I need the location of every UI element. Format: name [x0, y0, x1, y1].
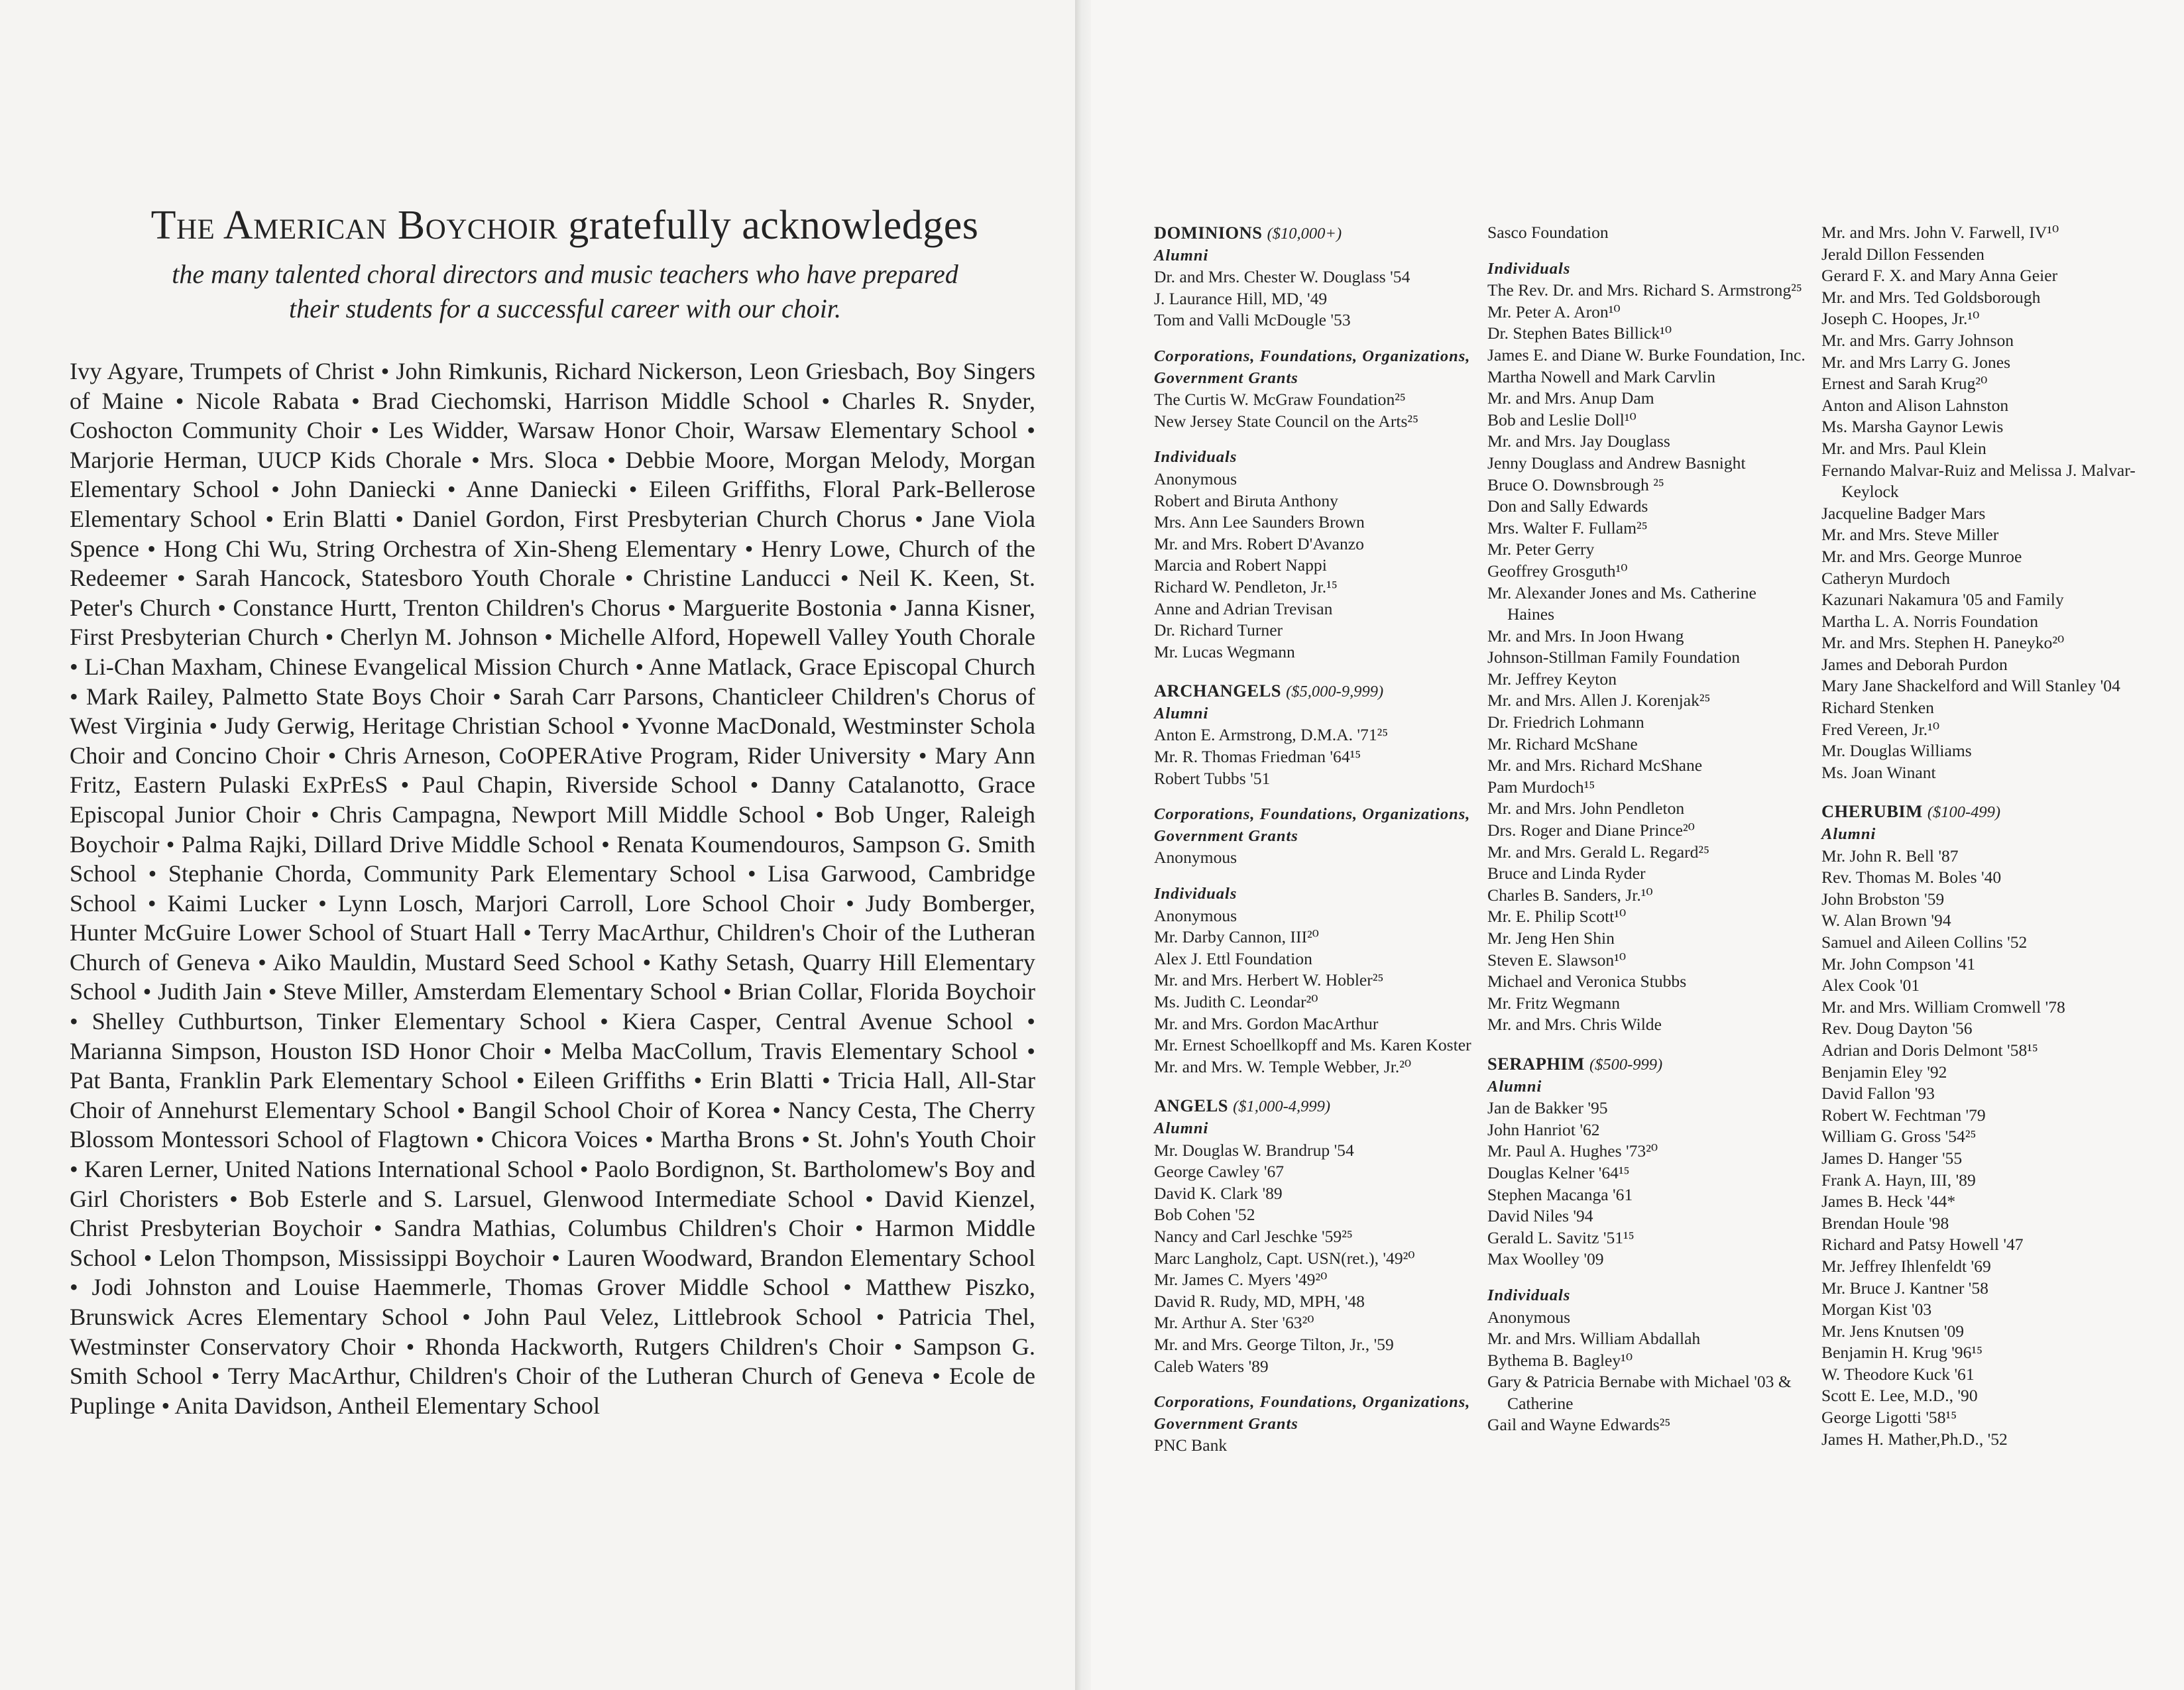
donor-entry: James H. Mather,Ph.D., '52	[1821, 1429, 2008, 1449]
donor-entry: Mr. Alexander Jones and Ms. Catherine Haines	[1487, 583, 1756, 624]
donor-entry: Mr. Douglas W. Brandrup '54	[1154, 1140, 1354, 1160]
donor-entry: Robert and Biruta Anthony	[1154, 490, 1338, 510]
donor-entry: Mr. and Mrs. William Abdallah	[1487, 1329, 1701, 1349]
donor-list	[1821, 846, 2153, 1451]
donor-entry: Catheryn Murdoch	[1821, 568, 1951, 588]
donor-entry: James E. and Diane W. Burke Foundation, Inc.	[1487, 345, 1806, 365]
donor-entry: David Fallon '93	[1821, 1084, 1935, 1103]
donor-entry: Mr. and Mrs. Garry Johnson	[1821, 330, 2014, 350]
donor-entry: Mr. and Mrs. Chris Wilde	[1487, 1015, 1662, 1035]
donor-entry: Mr. and Mrs. Stephen H. Paneyko²⁰	[1821, 633, 2065, 653]
donor-entry: Alex Cook '01	[1821, 976, 1920, 995]
donor-entry: Bruce and Linda Ryder	[1487, 864, 1646, 883]
donor-entry: Mr. Lucas Wegmann	[1154, 642, 1295, 661]
donor-entry: Anonymous	[1487, 1307, 1571, 1327]
donor-entry: James D. Hanger '55	[1821, 1148, 1963, 1168]
donor-entry: Bythema B. Bagley¹⁰	[1487, 1350, 1633, 1370]
donor-entry: Mr. Arthur A. Ster '63²⁰	[1154, 1313, 1314, 1333]
donor-entry: Rev. Doug Dayton '56	[1821, 1019, 1973, 1039]
donor-entry: Dr. Richard Turner	[1154, 620, 1283, 640]
donor-entry: Jerald Dillon Fessenden	[1821, 244, 1984, 264]
donor-entry: Richard W. Pendleton, Jr.¹⁵	[1154, 577, 1338, 596]
section-title-dominions: DOMINIONS ($10,000+)	[1154, 223, 1342, 243]
donor-entry: Mr. and Mrs. Richard McShane	[1487, 756, 1703, 775]
donor-entry: Mr. and Mrs. Allen J. Korenjak²⁵	[1487, 691, 1711, 710]
book-gutter	[1075, 0, 1091, 1690]
donor-list	[1154, 266, 1472, 331]
group-label: Corporations, Foundations, Organizations, Government Grants	[1154, 805, 1471, 845]
donor-entry: Johnson-Stillman Family Foundation	[1487, 648, 1741, 667]
donor-entry: David Niles '94	[1487, 1206, 1593, 1226]
donor-entry: Anne and Adrian Trevisan	[1154, 598, 1333, 618]
donor-list	[1487, 1098, 1806, 1270]
group-label: Alumni	[1154, 704, 1209, 722]
donor-entry: Martha L. A. Norris Foundation	[1821, 611, 2038, 631]
page-title	[94, 202, 1035, 249]
donor-entry: Mrs. Walter F. Fullam²⁵	[1487, 518, 1648, 537]
donor-entry: Mr. Peter A. Aron¹⁰	[1487, 302, 1621, 321]
donor-column-1	[1154, 222, 1472, 1457]
donor-entry: Mr. and Mrs. Ted Goldsborough	[1821, 287, 2041, 307]
donor-list	[1487, 1307, 1806, 1437]
donor-entry: Mr. Jeffrey Keyton	[1487, 669, 1617, 689]
donor-entry: Anton E. Armstrong, D.M.A. '71²⁵	[1154, 725, 1389, 745]
donor-entry: Dr. and Mrs. Chester W. Douglass '54	[1154, 267, 1410, 287]
group-label: Alumni	[1821, 825, 1876, 844]
donor-entry: Stephen Macanga '61	[1487, 1184, 1633, 1204]
donor-entry: Kazunari Nakamura '05 and Family	[1821, 590, 2064, 610]
donor-entry: W. Theodore Kuck '61	[1821, 1364, 1975, 1384]
donor-entry: Mr. and Mrs Larry G. Jones	[1821, 352, 2011, 372]
group-label: Alumni	[1154, 1119, 1209, 1137]
donor-entry: Mr. and Mrs. William Cromwell '78	[1821, 997, 2065, 1017]
donor-entry: Ms. Judith C. Leondar²⁰	[1154, 992, 1318, 1011]
page-subtitle: the many talented choral directors and music teachers who have prepared their students for a successful career with our choir.	[172, 259, 958, 323]
donor-entry: Anonymous	[1154, 848, 1237, 868]
donor-entry: PNC Bank	[1154, 1436, 1228, 1455]
group-label: Corporations, Foundations, Organizations, Government Grants	[1154, 1393, 1471, 1433]
donor-entry: Mr. Fritz Wegmann	[1487, 993, 1621, 1013]
donor-list	[1821, 222, 2153, 783]
donor-entry: Martha Nowell and Mark Carvlin	[1487, 366, 1716, 386]
donor-entry: Tom and Valli McDougle '53	[1154, 310, 1351, 330]
donor-entry: Gary & Patricia Bernabe with Michael '03 & Catherine	[1487, 1372, 1792, 1413]
donor-entry: Mr. and Mrs. George Munroe	[1821, 546, 2022, 566]
donor-entry: Ms. Joan Winant	[1821, 762, 1936, 782]
donor-entry: Dr. Friedrich Lohmann	[1487, 712, 1644, 732]
donor-entry: Ernest and Sarah Krug²⁰	[1821, 374, 1988, 394]
donor-entry: Michael and Veronica Stubbs	[1487, 972, 1687, 991]
donor-entry: Frank A. Hayn, III, '89	[1821, 1170, 1976, 1190]
donor-entry: Marc Langholz, Capt. USN(ret.), '49²⁰	[1154, 1248, 1415, 1268]
donor-entry: Mr. Paul A. Hughes '73²⁰	[1487, 1141, 1658, 1161]
donor-entry: Adrian and Doris Delmont '58¹⁵	[1821, 1040, 2038, 1060]
donor-entry: David R. Rudy, MD, MPH, '48	[1154, 1291, 1365, 1311]
donor-entry: Mrs. Ann Lee Saunders Brown	[1154, 512, 1365, 532]
donor-entry: J. Laurance Hill, MD, '49	[1154, 288, 1328, 308]
donor-entry: The Curtis W. McGraw Foundation²⁵	[1154, 390, 1406, 410]
donor-entry: Mr. Douglas Williams	[1821, 741, 1972, 761]
title-smallcaps: The American Boychoir	[150, 203, 558, 248]
donor-entry: W. Alan Brown '94	[1821, 911, 1951, 930]
donor-list	[1154, 469, 1472, 663]
donor-entry: Steven E. Slawson¹⁰	[1487, 950, 1627, 970]
donor-entry: Caleb Waters '89	[1154, 1356, 1269, 1376]
donor-entry: Mr. and Mrs. Anup Dam	[1487, 388, 1654, 408]
donor-entry: Mr. John R. Bell '87	[1821, 846, 1959, 866]
donor-list	[1154, 724, 1472, 789]
donor-entry: Ms. Marsha Gaynor Lewis	[1821, 417, 2004, 437]
donor-entry: Gerald L. Savitz '51¹⁵	[1487, 1227, 1635, 1247]
group-label: Corporations, Foundations, Organizations, Government Grants	[1154, 347, 1471, 387]
donor-entry: Samuel and Aileen Collins '52	[1821, 932, 2028, 952]
donor-entry: Geoffrey Grosguth¹⁰	[1487, 561, 1628, 581]
donor-entry: Brendan Houle '98	[1821, 1213, 1949, 1233]
group-label: Individuals	[1154, 448, 1237, 467]
donor-list	[1487, 222, 1806, 244]
donor-list	[1154, 905, 1472, 1078]
donor-entry: Mr. and Mrs. Steve Miller	[1821, 525, 1999, 545]
title-rest: gratefully acknowledges	[568, 203, 979, 248]
donor-entry: John Hanriot '62	[1487, 1119, 1600, 1139]
donor-entry: William G. Gross '54²⁵	[1821, 1127, 1977, 1147]
donor-entry: Gail and Wayne Edwards²⁵	[1487, 1415, 1671, 1435]
group-label: Alumni	[1154, 246, 1209, 264]
donor-entry: Mr. John Compson '41	[1821, 954, 1976, 974]
group-label: Individuals	[1154, 885, 1237, 903]
donor-entry: Mr. R. Thomas Friedman '64¹⁵	[1154, 747, 1361, 767]
donor-entry: Jan de Bakker '95	[1487, 1098, 1608, 1118]
donor-entry: Jacqueline Badger Mars	[1821, 503, 1986, 523]
donor-entry: The Rev. Dr. and Mrs. Richard S. Armstrong²⁵	[1487, 280, 1802, 300]
section-title-angels: ANGELS ($1,000-4,999)	[1154, 1096, 1331, 1116]
donor-entry: Alex J. Ettl Foundation	[1154, 948, 1312, 968]
donor-list	[1154, 1435, 1472, 1457]
donor-entry: Dr. Stephen Bates Billick¹⁰	[1487, 323, 1672, 343]
donor-entry: Mr. and Mrs. In Joon Hwang	[1487, 626, 1684, 646]
donor-entry: Mary Jane Shackelford and Will Stanley '04	[1821, 676, 2120, 696]
donor-list	[1154, 1140, 1472, 1378]
donor-entry: Mr. and Mrs. W. Temple Webber, Jr.²⁰	[1154, 1056, 1412, 1076]
donor-entry: New Jersey State Council on the Arts²⁵	[1154, 411, 1419, 431]
donor-entry: Mr. Jens Knutsen '09	[1821, 1321, 1965, 1341]
acknowledgments-text: Ivy Agyare, Trumpets of Christ • John Rimkunis, Richard Nickerson, Leon Griesbach, Boy Singers of Maine • Nicole Rabata • Brad Ciechomski, Harrison Middle School • Charles R. Snyder, Coshocton Community Choir • Les Widder, Warsaw Honor Choir, Warsaw Elementary School • Marjorie Herman, UUCP Kids Chorale • Mrs. Sloca • Debbie Moore, Morgan Melody, Morgan Elementary School • John Daniecki • Anne Daniecki • Eileen Griffiths, Floral Park-Bellerose Elementary School • Erin Blatti • Daniel Gordon, First Presbyterian Church Chorus • Jane Viola Spence • Hong Chi Wu, String Orchestra of Xin-Sheng Elementary • Henry Lowe, Church of the Redeemer • Sarah Hancock, Statesboro Youth Chorale • Christine Landucci • Neil K. Keen, St. Peter's Church • Constance Hurtt, Trenton Children's Chorus • Marguerite Bostonia • Janna Kisner, First Presbyterian Church • Cherlyn M. Johnson • Michelle Alford, Hopewell Valley Youth Chorale • Li-Chan Maxham, Chinese Evangelical Mission Church • Anne Matlack, Grace Episcopal Church • Mark Railey, Palmetto State Boys Choir • Sarah Carr Parsons, Chanticleer Children's Chorus of West Virginia • Judy Gerwig, Heritage Christian School • Yvonne MacDonald, Westminster Schola Choir and Concino Choir • Chris Arneson, CoOPERAtive Program, Rider University • Mary Ann Fritz, Eastern Pulaski ExPrEsS • Paul Chapin, Riverside School • Danny Catalanotto, Grace Episcopal Junior Choir • Chris Campagna, Newport Mill Middle School • Bob Unger, Raleigh Boychoir • Palma Rajki, Dillard Drive Middle School • Renata Koumendouros, Sampson G. Smith School • Stephanie Chorda, Community Park Elementary School • Lisa Garwood, Cambridge School • Kaimi Lucker • Lynn Losch, Marjori Carroll, Lore School Choir • Judy Bomberger, Hunter McGuire Lower School of Stuart Hall • Terry MacArthur, Children's Choir of the Lutheran Church of Geneva • Aiko Mauldin, Mustard Seed School • Kathy Setash, Quarry Hill Elementary School • Judith Jain • Steve Miller, Amsterdam Elementary School • Brian Collar, Florida Boychoir • Shelley Cuthburtson, Tinker Elementary School • Kiera Casper, Central Avenue School • Marianna Simpson, Houston ISD Honor Choir • Melba MacCollum, Travis Elementary School • Pat Banta, Franklin Park Elementary School • Eileen Griffiths • Erin Blatti • Tricia Hall, All-Star Choir of Annehurst Elementary School • Bangil School Choir of Korea • Nancy Cesta, The Cherry Blossom Montessori School of Flagtown • Chicora Voices • Martha Brons • St. John's Youth Choir • Karen Lerner, United Nations International School • Paolo Bordignon, St. Bartholomew's Boy and Girl Choristers • Bob Esterle and S. Larsuel, Glenwood Intermediate School • David Kienzel, Christ Presbyterian Boychoir • Sandra Mathias, Columbus Children's Choir • Harmon Middle School • Lelon Thompson, Mississippi Boychoir • Lauren Woodward, Brandon Elementary School • Jodi Johnston and Louise Haemmerle, Thomas Grover Middle School • Matthew Piszko, Brunswick Acres Elementary School • John Paul Velez, Littlebrook School • Patricia Thel, Westminster Conservatory Choir • Rhonda Hackworth, Rutgers Children's Choir • Sampson G. Smith School • Terry MacArthur, Children's Choir of the Lutheran Church of Geneva • Ecole de Puplinge • Anita Davidson, Antheil Elementary School	[70, 358, 1035, 1419]
donor-entry: Mr. Peter Gerry	[1487, 539, 1595, 559]
donor-entry: Jenny Douglass and Andrew Basnight	[1487, 453, 1746, 473]
donor-entry: Mr. Ernest Schoellkopff and Ms. Karen Koster	[1154, 1035, 1471, 1055]
donor-entry: Mr. James C. Myers '49²⁰	[1154, 1270, 1328, 1290]
donor-entry: Richard Stenken	[1821, 698, 1934, 718]
donor-entry: Max Woolley '09	[1487, 1249, 1604, 1269]
donor-entry: Mr. E. Philip Scott¹⁰	[1487, 907, 1627, 927]
donor-entry: Scott E. Lee, M.D., '90	[1821, 1386, 1978, 1406]
donor-entry: Mr. and Mrs. Jay Douglass	[1487, 431, 1670, 451]
donor-entry: Bob and Leslie Doll¹⁰	[1487, 410, 1637, 429]
donor-entry: Mr. Jeffrey Ihlenfeldt '69	[1821, 1256, 1991, 1276]
group-label: Individuals	[1487, 1286, 1571, 1304]
donor-entry: James and Deborah Purdon	[1821, 654, 2008, 674]
donor-entry: Mr. and Mrs. John V. Farwell, IV¹⁰	[1821, 223, 2059, 242]
donor-entry: Mr. and Mrs. Gordon MacArthur	[1154, 1013, 1379, 1033]
donor-entry: Charles B. Sanders, Jr.¹⁰	[1487, 885, 1653, 905]
donor-entry: Fred Vereen, Jr.¹⁰	[1821, 719, 1940, 739]
donor-entry: Robert W. Fechtman '79	[1821, 1105, 1986, 1125]
donor-entry: Fernando Malvar-Ruiz and Melissa J. Malvar-Keylock	[1821, 460, 2136, 502]
section-title-seraphim: SERAPHIM ($500-999)	[1487, 1053, 1663, 1074]
donor-entry: Joseph C. Hoopes, Jr.¹⁰	[1821, 309, 1980, 329]
donor-entry: Sasco Foundation	[1487, 223, 1609, 242]
donor-list	[1487, 280, 1806, 1036]
donor-entry: David K. Clark '89	[1154, 1183, 1283, 1203]
donor-list	[1154, 389, 1472, 432]
donor-entry: Anton and Alison Lahnston	[1821, 395, 2009, 415]
donor-entry: Richard and Patsy Howell '47	[1821, 1235, 2024, 1255]
left-page	[0, 0, 1075, 1690]
section-title-cherubim: CHERUBIM ($100-499)	[1821, 801, 2001, 822]
donor-entry: James B. Heck '44*	[1821, 1192, 1956, 1211]
donor-entry: Don and Sally Edwards	[1487, 496, 1648, 516]
donor-entry: Mr. and Mrs. John Pendleton	[1487, 799, 1685, 818]
donor-entry: Mr. and Mrs. Gerald L. Regard²⁵	[1487, 842, 1710, 862]
donor-entry: Mr. Richard McShane	[1487, 734, 1638, 754]
donor-entry: Mr. Jeng Hen Shin	[1487, 929, 1615, 948]
donor-entry: Nancy and Carl Jeschke '59²⁵	[1154, 1226, 1353, 1246]
group-label: Individuals	[1487, 259, 1571, 278]
donor-entry: Douglas Kelner '64¹⁵	[1487, 1162, 1630, 1182]
donor-entry: Mr. and Mrs. George Tilton, Jr., '59	[1154, 1334, 1394, 1354]
group-label: Alumni	[1487, 1077, 1542, 1096]
donor-entry: John Brobston '59	[1821, 889, 1945, 909]
donor-entry: George Cawley '67	[1154, 1162, 1285, 1182]
donor-entry: Mr. and Mrs. Paul Klein	[1821, 438, 1986, 458]
donor-entry: Mr. Bruce J. Kantner '58	[1821, 1278, 1988, 1298]
donor-entry: Marcia and Robert Nappi	[1154, 555, 1327, 575]
donor-entry: Bruce O. Downsbrough ²⁵	[1487, 475, 1664, 494]
donor-entry: Anonymous	[1154, 469, 1237, 488]
donor-entry: George Ligotti '58¹⁵	[1821, 1408, 1957, 1428]
donor-entry: Robert Tubbs '51	[1154, 768, 1271, 788]
donor-entry: Gerard F. X. and Mary Anna Geier	[1821, 266, 2058, 286]
section-title-archangels: ARCHANGELS ($5,000-9,999)	[1154, 681, 1384, 701]
donor-entry: Drs. Roger and Diane Prince²⁰	[1487, 820, 1695, 840]
donor-entry: Rev. Thomas M. Boles '40	[1821, 868, 2002, 887]
donor-column-3	[1821, 222, 2153, 1450]
donor-entry: Benjamin H. Krug '96¹⁵	[1821, 1343, 1983, 1363]
donor-list	[1154, 847, 1472, 869]
donor-entry: Bob Cohen '52	[1154, 1205, 1255, 1225]
donor-entry: Mr. and Mrs. Robert D'Avanzo	[1154, 534, 1364, 553]
donor-entry: Pam Murdoch¹⁵	[1487, 777, 1595, 797]
donor-entry: Anonymous	[1154, 905, 1237, 925]
donor-entry: Benjamin Eley '92	[1821, 1062, 1947, 1082]
donor-entry: Morgan Kist '03	[1821, 1300, 1932, 1320]
donor-entry: Mr. Darby Cannon, III²⁰	[1154, 927, 1319, 947]
donor-column-2	[1487, 222, 1806, 1436]
donor-entry: Mr. and Mrs. Herbert W. Hobler²⁵	[1154, 970, 1384, 990]
